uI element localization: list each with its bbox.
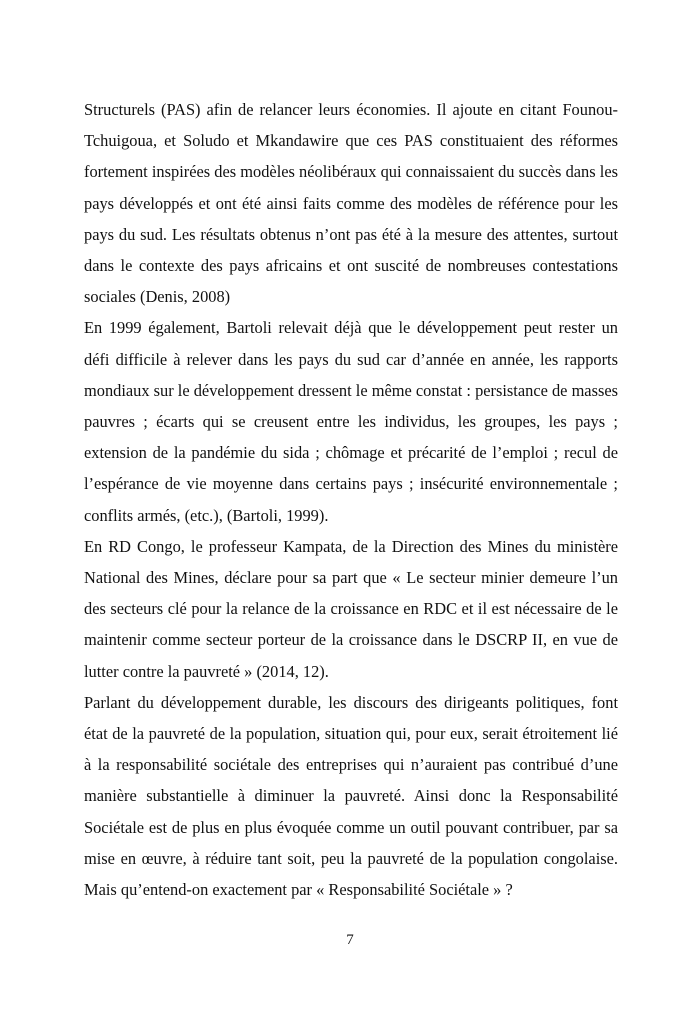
paragraph-2: En 1999 également, Bartoli relevait déjà que le développement peut rester un défi difficile à relever dans les pays du sud car d’année en année, les rapports mondiaux sur le développement dressent le même constat : persistance de masses pauvres ; écarts qui se creusent entre les individus, les groupes, les pays ; extension de la pandémie du sida ; chômage et précarité de l’emploi ; recul de l’espérance de vie moyenne dans certains pays ; insécurité environnementale ; conflits armés, (etc.), (Bartoli, 1999). [84, 318, 618, 525]
body-text [84, 94, 618, 905]
paragraph-1: Structurels (PAS) afin de relancer leurs économies. Il ajoute en citant Founou-Tchuigoua, et Soludo et Mkandawire que ces PAS constituaient des réformes fortement inspirées des modèles néolibéraux qui connaissaient du succès dans les pays développés et ont été ainsi faits comme des modèles de référence pour les pays du sud. Les résultats obtenus n’ont pas été à la mesure des attentes, surtout dans le contexte des pays africains et ont suscité de nombreuses contestations sociales (Denis, 2008) [84, 100, 618, 307]
paragraph-4: Parlant du développement durable, les discours des dirigeants politiques, font état de la pauvreté de la population, situation qui, pour eux, serait étroitement lié à la responsabilité sociétale des entreprises qui n’auraient pas contribué d’une manière substantielle à diminuer la pauvreté. Ainsi donc la Responsabilité Sociétale est de plus en plus évoquée comme un outil pouvant contribuer, par sa mise en œuvre, à réduire tant soit, peu la pauvreté de la population congolaise. Mais qu’entend-on exactement par « Responsabilité Sociétale » ? [84, 692, 618, 900]
page-number: 7 [346, 932, 354, 948]
paragraph-3: En RD Congo, le professeur Kampata, de la Direction des Mines du ministère National des Mines, déclare pour sa part que « Le secteur minier demeure l’un des secteurs clé pour la relance de la croissance en RDC et il est nécessaire de le maintenir comme secteur porteur de la croissance dans le DSCRP II, en vue de lutter contre la pauvreté » (2014, 12). [84, 536, 618, 681]
